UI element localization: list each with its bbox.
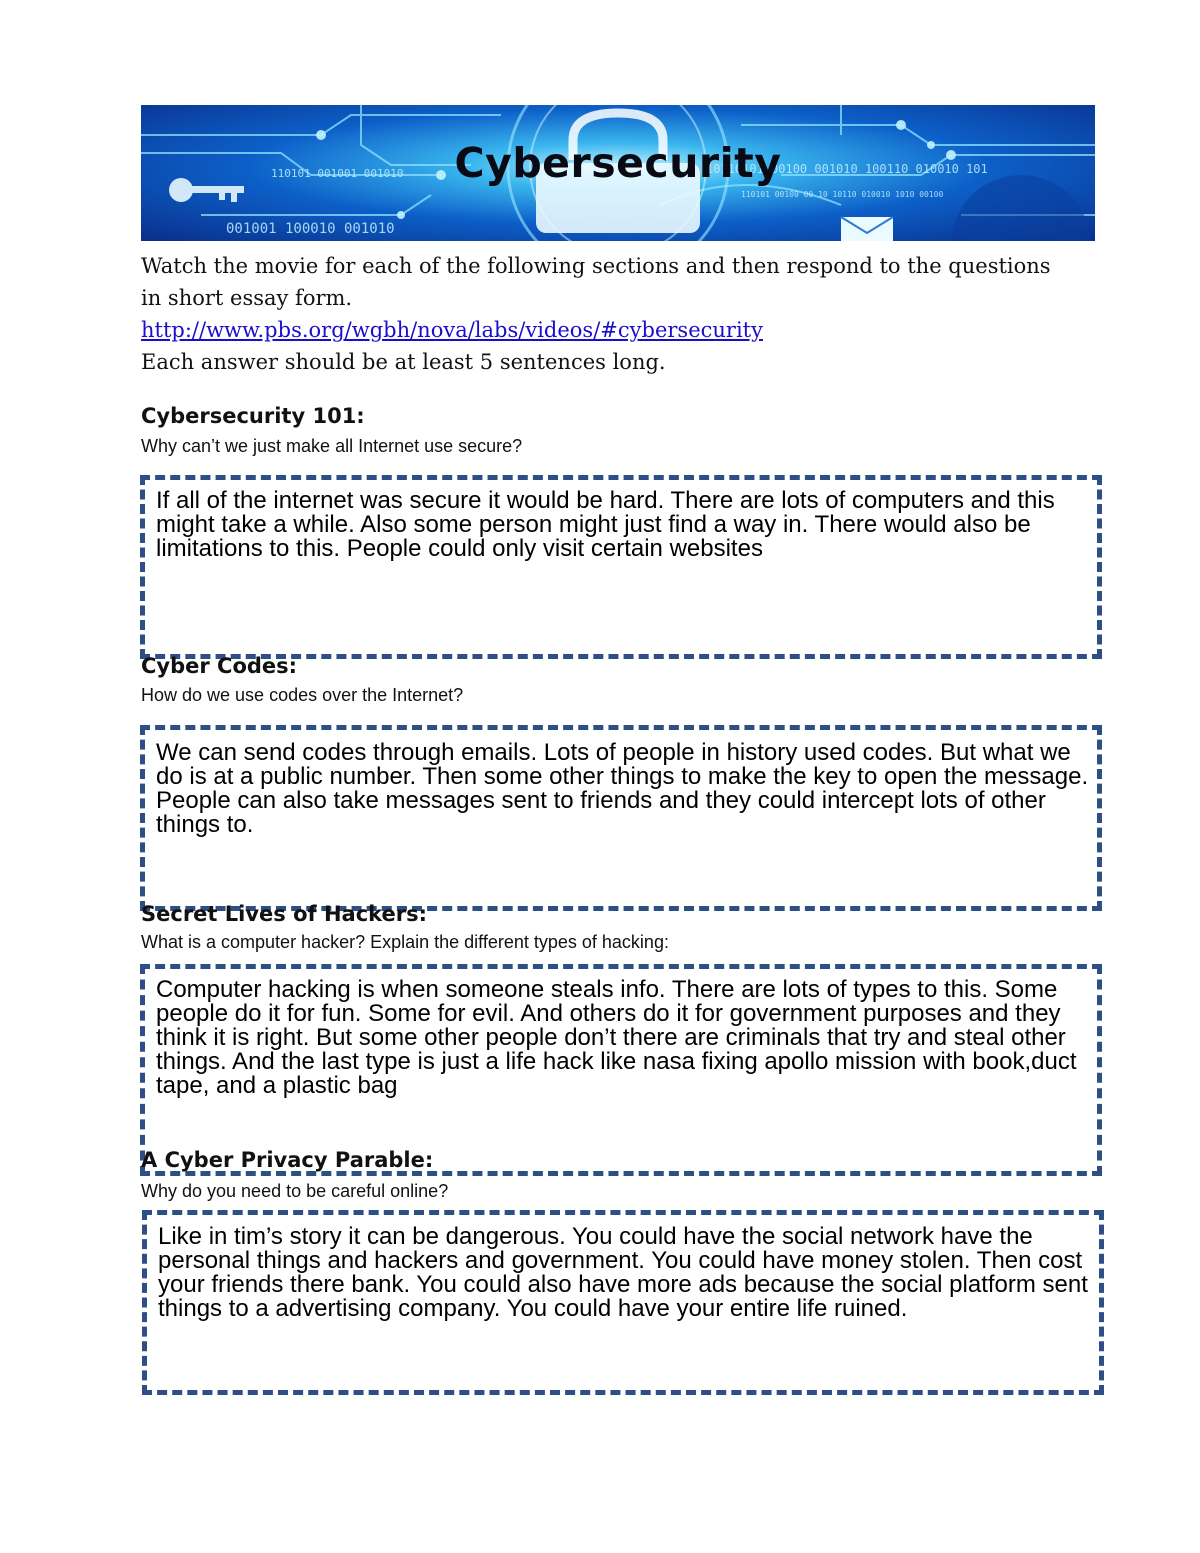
binary-text: 110101 001001 001010: [271, 167, 404, 180]
answer-text: We can send codes through emails. Lots of people in history used codes. But what we do is at a public number. Then some other things to make the key to open the message. People can also take messages sent to friends and they could intercept lots of other things to.: [156, 739, 1089, 838]
binary-text: 001001 100010 001010: [226, 221, 395, 237]
section-heading: Cyber Codes:: [141, 654, 298, 678]
section-heading: Secret Lives of Hackers:: [141, 902, 428, 926]
binary-text: 110101 00100 00 10 10110 010010 1010 00100: [741, 190, 944, 199]
section-question: Why can’t we just make all Internet use secure?: [141, 436, 523, 456]
envelope-icon: [841, 217, 893, 241]
section-question: What is a computer hacker? Explain the different types of hacking:: [141, 932, 669, 952]
instruction-text: Watch the movie for each of the following sections and then respond to the questions in short essay form.: [141, 254, 1051, 310]
section-question: Why do you need to be careful online?: [141, 1181, 449, 1201]
video-link[interactable]: http://www.pbs.org/wgbh/nova/labs/videos/#cybersecurity: [141, 318, 763, 342]
section-heading: Cybersecurity 101:: [141, 404, 365, 428]
banner-title: Cybersecurity: [454, 139, 782, 187]
section-question: How do we use codes over the Internet?: [141, 685, 464, 705]
answer-text: Computer hacking is when someone steals info. There are lots of types to this. Some people do it for fun. Some for evil. And others do it for government purposes and they think it is right. But some other people don’t there are criminals that try and steal other things. And the last type is just a life hack like nasa fixing apollo mission with book,duct tape, and a plastic bag: [156, 976, 1077, 1099]
header-banner: [141, 105, 1095, 241]
requirement-text: Each answer should be at least 5 sentences long.: [141, 350, 666, 374]
answer-text: If all of the internet was secure it would be hard. There are lots of computers and this might take a while. Also some person might just find a way in. There would also be limitations to this. People could only visit certain websites: [156, 487, 1055, 562]
intro-block: [141, 250, 1061, 378]
section-heading: A Cyber Privacy Parable:: [141, 1148, 434, 1172]
binary-text: 10110101 00100 001010 100110 010010 101: [706, 162, 988, 176]
answer-text: Like in tim’s story it can be dangerous. You could have the social network have the personal things and hackers and government. You could have money stolen. Then cost your friends there bank. You could also have more ads because the social platform sent things to a advertising company. You could have your entire life ruined.: [158, 1223, 1088, 1322]
